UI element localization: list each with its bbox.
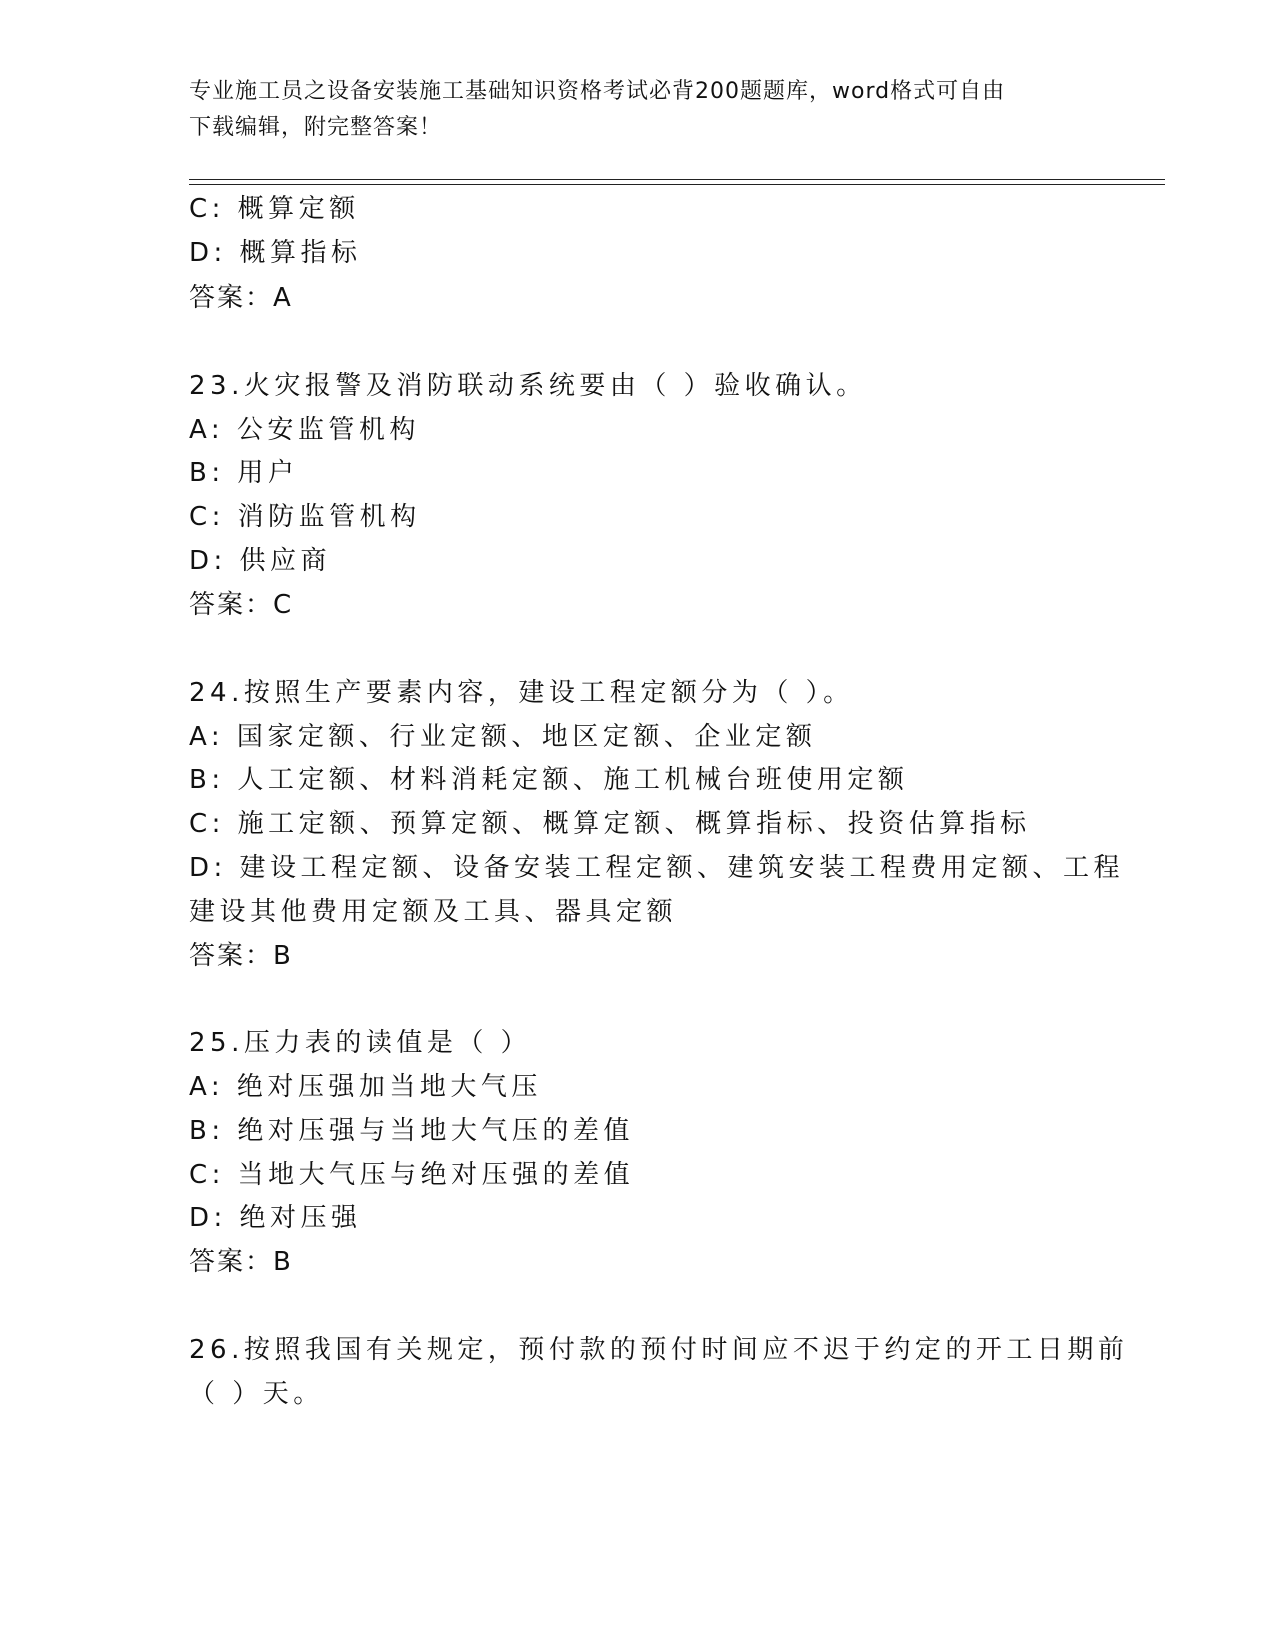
header-title-line-1: 专业施工员之设备安装施工基础知识资格考试必背200题题库，word格式可自由 bbox=[189, 79, 1006, 104]
q25-question: 25.压力表的读值是（ ） bbox=[189, 1028, 532, 1058]
q23-question: 23.火灾报警及消防联动系统要由（ ）验收确认。 bbox=[189, 371, 867, 401]
q25-answer: 答案：B bbox=[189, 1247, 293, 1277]
q25-option-b: B: 绝对压强与当地大气压的差值 bbox=[189, 1116, 634, 1146]
q22-option-d: D: 概算指标 bbox=[189, 238, 362, 268]
q25-option-c: C: 当地大气压与绝对压强的差值 bbox=[189, 1160, 635, 1190]
q23-option-d: D: 供应商 bbox=[189, 546, 332, 576]
header-divider-bottom bbox=[189, 184, 1165, 185]
q24-option-c: C: 施工定额、预算定额、概算定额、概算指标、投资估算指标 bbox=[189, 809, 1031, 839]
q25-option-d: D: 绝对压强 bbox=[189, 1203, 362, 1233]
q22-answer: 答案：A bbox=[189, 283, 293, 313]
q26-question-line-1: 26.按照我国有关规定，预付款的预付时间应不迟于约定的开工日期前 bbox=[189, 1335, 1129, 1365]
q23-option-a: A: 公安监管机构 bbox=[189, 415, 420, 445]
q23-option-c: C: 消防监管机构 bbox=[189, 502, 421, 532]
q23-answer: 答案：C bbox=[189, 590, 294, 620]
q24-answer: 答案：B bbox=[189, 941, 293, 971]
q24-question: 24.按照生产要素内容，建设工程定额分为（ ）。 bbox=[189, 678, 854, 708]
q22-option-c: C: 概算定额 bbox=[189, 194, 360, 224]
q26-question-line-2: （ ）天。 bbox=[189, 1379, 324, 1409]
header-divider-top bbox=[189, 179, 1165, 180]
document-header bbox=[189, 74, 1069, 146]
q24-option-d-line-2: 建设其他费用定额及工具、器具定额 bbox=[189, 897, 678, 927]
q24-option-a: A: 国家定额、行业定额、地区定额、企业定额 bbox=[189, 722, 817, 752]
q24-option-b: B: 人工定额、材料消耗定额、施工机械台班使用定额 bbox=[189, 765, 909, 795]
q24-option-d-line-1: D: 建设工程定额、设备安装工程定额、建筑安装工程费用定额、工程 bbox=[189, 853, 1125, 883]
q23-option-b: B: 用户 bbox=[189, 458, 299, 488]
q25-option-a: A: 绝对压强加当地大气压 bbox=[189, 1072, 542, 1102]
header-title-line-2: 下载编辑，附完整答案！ bbox=[189, 115, 443, 140]
